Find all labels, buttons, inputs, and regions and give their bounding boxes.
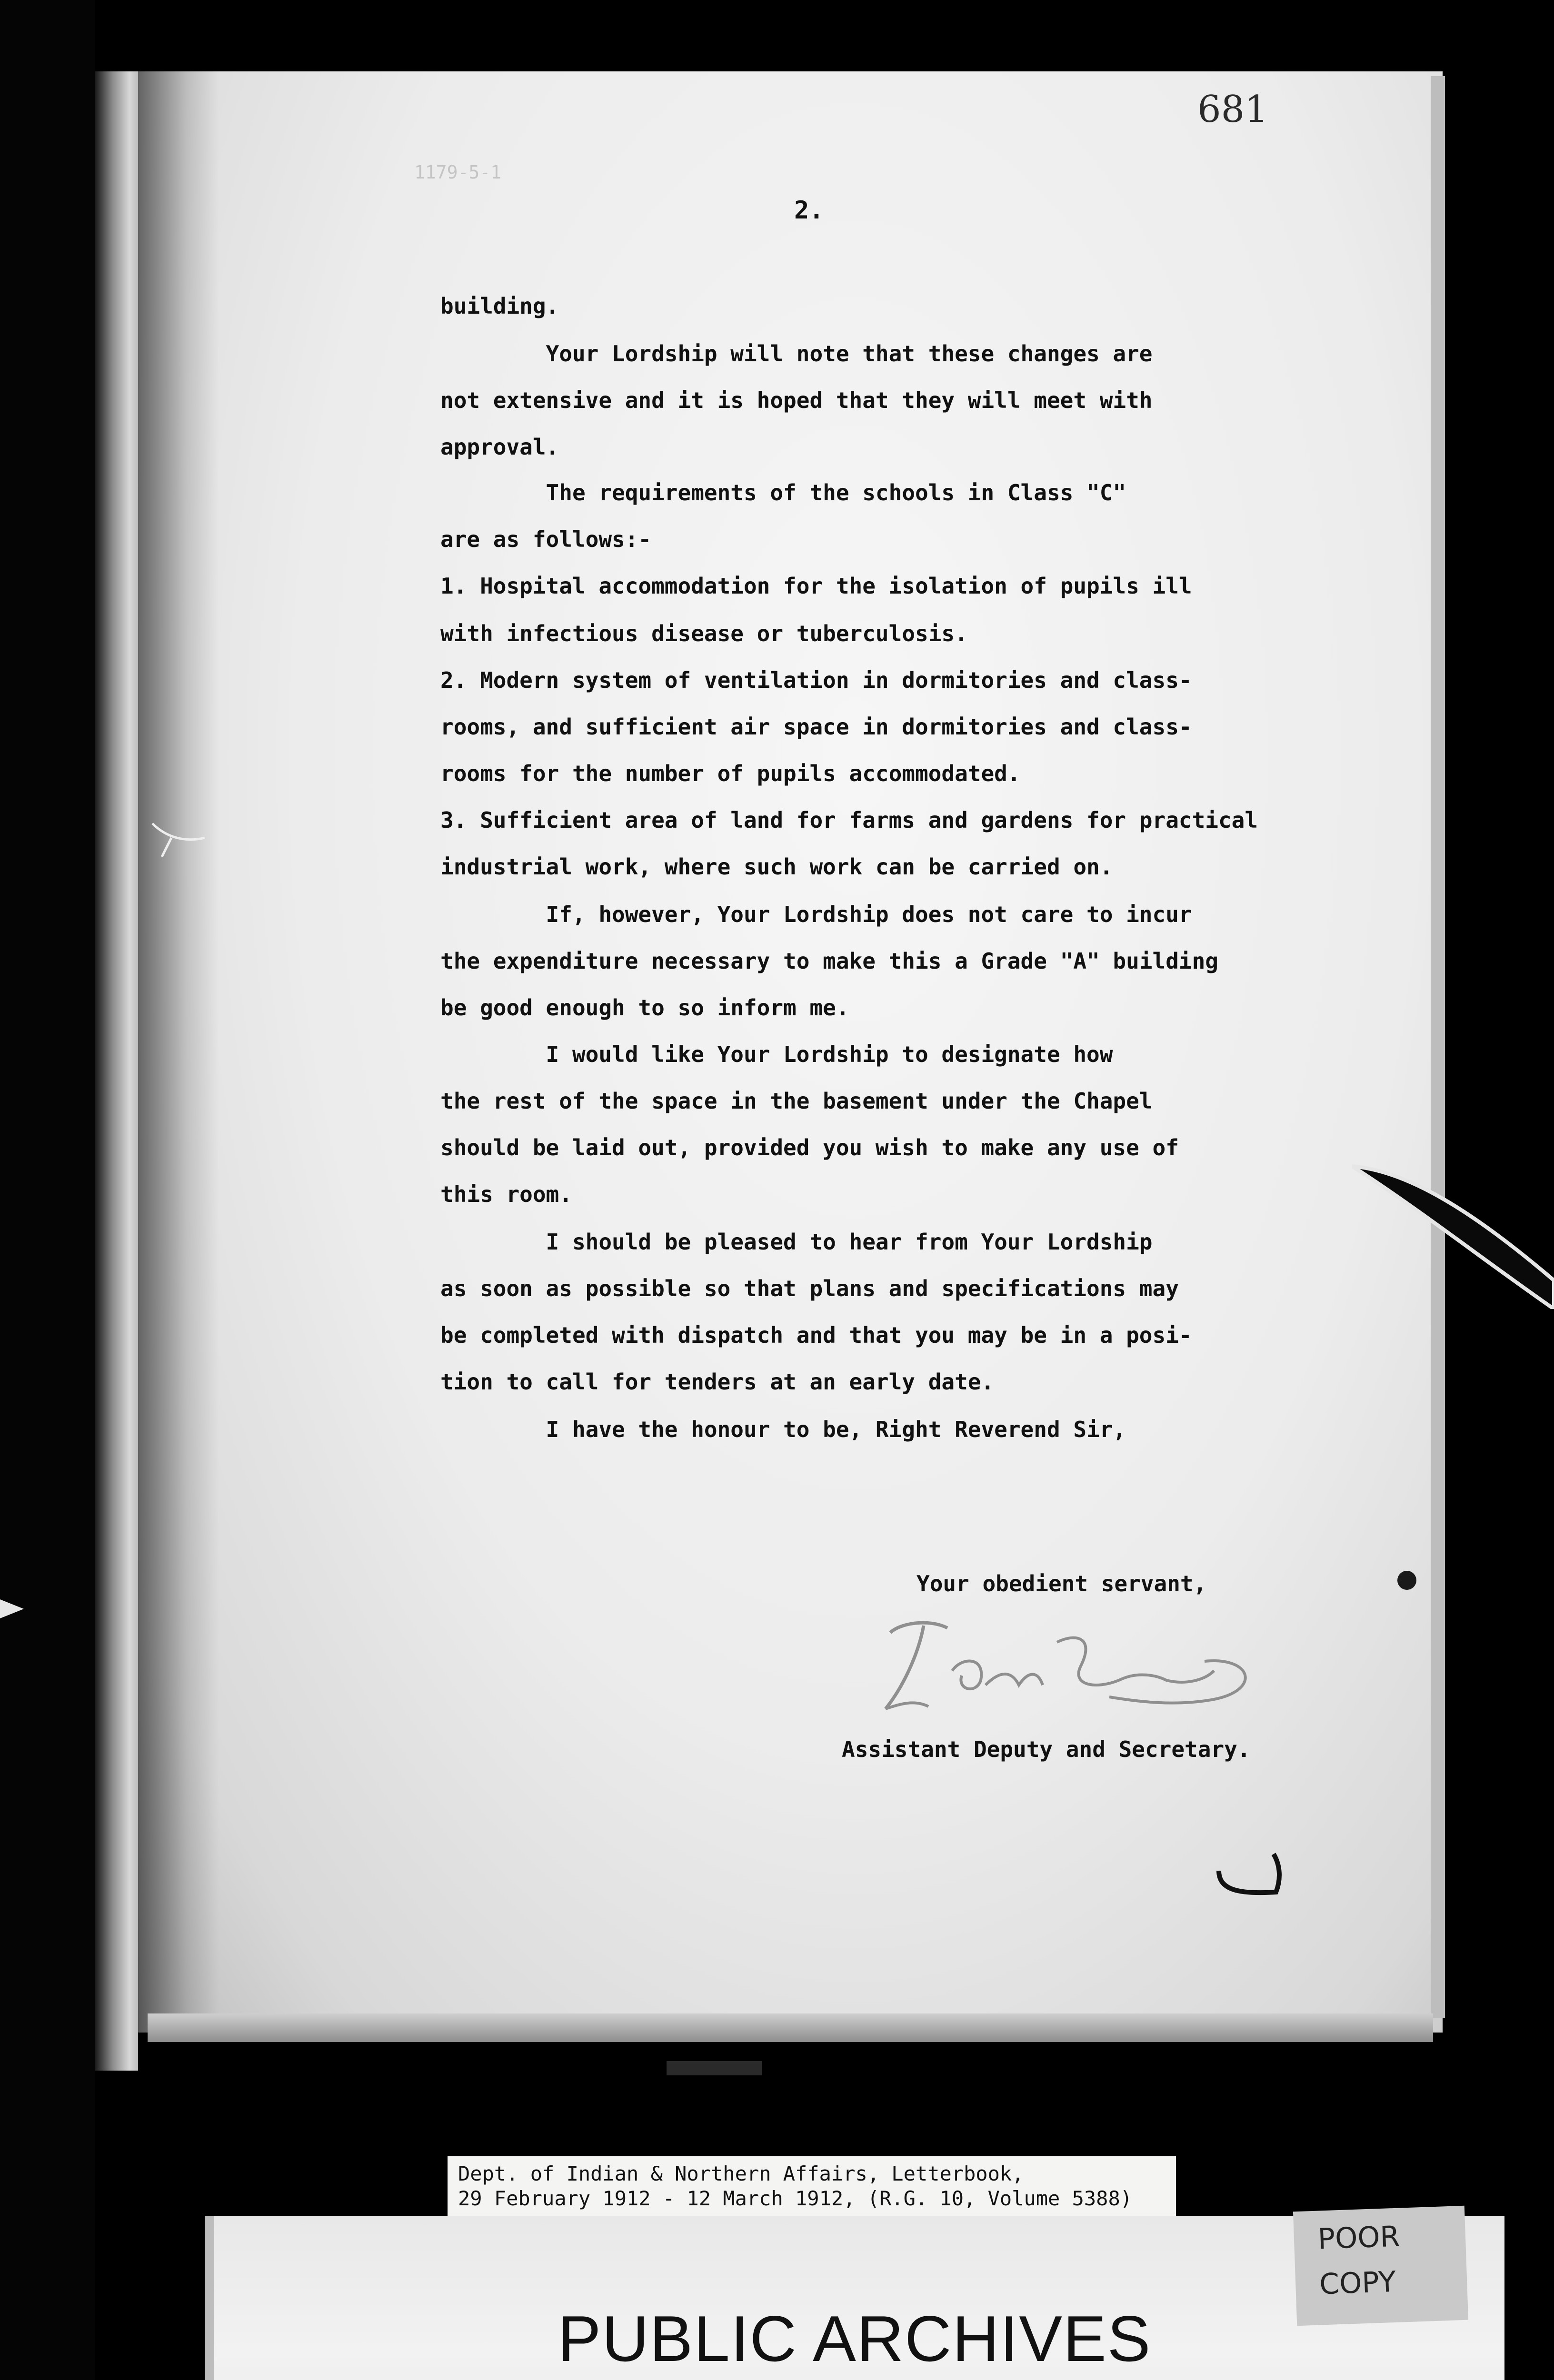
archive-caption-label (448, 2156, 1176, 2216)
body-line: I would like Your Lordship to designate how (440, 1041, 1113, 1067)
gutter-shadow (138, 71, 219, 2033)
body-line: approval. (440, 434, 559, 460)
caption-line: 29 February 1912 - 12 March 1912, (R.G. 10, Volume 5388) (458, 2187, 1133, 2210)
body-line: should be laid out, provided you wish to make any use of (440, 1135, 1179, 1160)
body-line: the rest of the space in the basement under the Chapel (440, 1088, 1153, 1114)
body-line: I should be pleased to hear from Your Lordship (440, 1229, 1153, 1255)
body-line: rooms for the number of pupils accommodated. (440, 761, 1021, 786)
body-line: 2. Modern system of ventilation in dormitories and class- (440, 667, 1192, 693)
body-line: I have the honour to be, Right Reverend Sir, (440, 1417, 1126, 1442)
body-line: If, however, Your Lordship does not care to incur (440, 902, 1192, 927)
caption-line: Dept. of Indian & Northern Affairs, Letterbook, (458, 2162, 1024, 2185)
film-edge (0, 0, 95, 2380)
margin-mark (143, 809, 214, 866)
check-mark (1209, 1847, 1295, 1904)
body-line: be good enough to so inform me. (440, 995, 849, 1021)
card-edge (205, 2216, 214, 2380)
poor-copy-note (1293, 2206, 1468, 2326)
page-number: 2. (794, 196, 824, 225)
body-line: this room. (440, 1181, 572, 1207)
body-line: industrial work, where such work can be carried on. (440, 854, 1113, 880)
body-line: The requirements of the schools in Class "C" (440, 480, 1126, 506)
page-edge (1431, 76, 1445, 2018)
body-line: 1. Hospital accommodation for the isolation of pupils ill (440, 573, 1192, 599)
faded-file-number: 1179-5-1 (414, 162, 502, 183)
archive-line-english: PUBLIC ARCHIVES (558, 2302, 1152, 2375)
handwritten-signature (871, 1614, 1281, 1723)
body-line: not extensive and it is hoped that they will meet with (440, 387, 1153, 413)
body-line: as soon as possible so that plans and specifications may (440, 1276, 1179, 1301)
body-line: 3. Sufficient area of land for farms and gardens for practical (440, 807, 1258, 833)
body-line: rooms, and sufficient air space in dormitories and class- (440, 714, 1192, 740)
closing-salutation: Your obedient servant, (916, 1571, 1207, 1597)
body-line: be completed with dispatch and that you may be in a posi- (440, 1322, 1192, 1348)
body-line: with infectious disease or tuberculosis. (440, 621, 968, 646)
body-line: tion to call for tenders at an early date. (440, 1369, 995, 1395)
body-line: are as follows:- (440, 526, 652, 552)
film-notch (0, 1595, 29, 1623)
folio-number: 681 (1197, 88, 1268, 131)
signatory-title: Assistant Deputy and Secretary. (842, 1736, 1251, 1762)
body-line: Your Lordship will note that these changes are (440, 341, 1153, 367)
note-line: POOR (1317, 2220, 1401, 2256)
body-line: the expenditure necessary to make this a Grade "A" building (440, 948, 1218, 974)
ink-blot (1397, 1571, 1416, 1590)
pen-pointer-icon (1352, 1138, 1554, 1309)
film-smudge (667, 2061, 762, 2075)
note-line: COPY (1319, 2265, 1397, 2301)
page-bottom-edge (148, 2013, 1433, 2042)
body-line: building. (440, 293, 559, 319)
letterbook-binding (95, 71, 138, 2071)
